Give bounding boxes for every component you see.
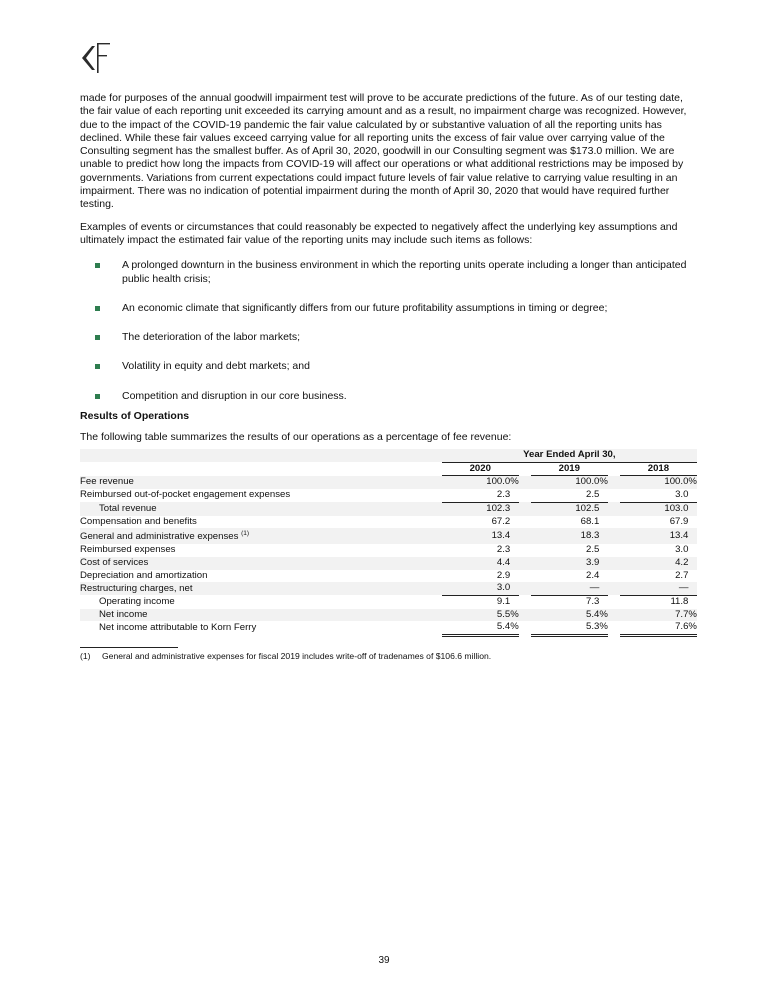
cell-percent-sign: [599, 516, 608, 529]
row-label: [80, 609, 430, 622]
bullet-square-icon: [95, 306, 100, 311]
cell-percent-sign: [510, 595, 519, 608]
cell-percent-sign: %: [510, 621, 519, 635]
cell-value: 67.9: [669, 515, 689, 527]
row-label: [80, 621, 430, 635]
cell-percent-sign: [599, 570, 608, 583]
cell-percent-sign: %: [688, 608, 697, 620]
cell-value: 5.4: [442, 621, 511, 635]
cell-value: 2.3: [496, 544, 511, 556]
cell-percent-sign: %: [510, 608, 519, 620]
cell-percent-sign: [510, 528, 519, 544]
cell-value: 67.2: [491, 515, 511, 527]
footnote-ref: (1): [241, 530, 250, 538]
cell-value: 2.3: [442, 489, 511, 502]
cell-value: —: [531, 582, 600, 595]
list-item: [80, 360, 690, 373]
cell-percent-sign: [599, 502, 608, 515]
table-row: [80, 595, 697, 608]
row-label-text: General and administrative expenses: [80, 531, 239, 543]
bullet-square-icon: [95, 364, 100, 369]
table-row: [80, 544, 697, 557]
table-row: [80, 476, 697, 489]
cell-percent-sign: %: [688, 476, 697, 488]
cell-value: 3.0: [620, 489, 689, 502]
cell-value: 11.8: [670, 595, 689, 607]
row-label: [80, 516, 430, 529]
cell-percent-sign: %: [599, 621, 608, 635]
year-header: 2019: [531, 462, 608, 476]
cell-percent-sign: [688, 502, 697, 515]
list-item: [80, 259, 690, 286]
cell-value: 3.0: [442, 582, 511, 595]
row-label-text: Net income: [99, 608, 148, 620]
cell-percent-sign: [599, 544, 608, 557]
cell-value: 13.4: [442, 528, 511, 544]
cell-value: 2.9: [496, 569, 511, 581]
cell-value: 100.0: [442, 476, 511, 489]
cell-value: 2.5: [531, 489, 600, 502]
cell-percent-sign: %: [510, 476, 519, 488]
cell-value: 9.1: [496, 595, 511, 607]
table-year-row: [80, 462, 697, 476]
footnote-rule: [80, 647, 178, 648]
table-row: [80, 516, 697, 529]
cell-value: 5.5: [442, 609, 511, 622]
bullet-text: Competition and disruption in our core business.: [122, 389, 347, 402]
row-label: [80, 489, 430, 502]
cell-percent-sign: [599, 595, 608, 608]
cell-percent-sign: [510, 582, 519, 595]
cell-value: —: [620, 582, 689, 595]
cell-value: 18.3: [531, 528, 600, 544]
list-item: [80, 331, 690, 344]
cell-percent-sign: [688, 528, 697, 544]
row-label-text: Restructuring charges, net: [80, 582, 193, 594]
year-ended-header: Year Ended April 30,: [442, 449, 697, 462]
cell-value: 102.3: [442, 502, 511, 515]
row-label-text: Cost of services: [80, 556, 149, 568]
cell-value: 5.3: [531, 621, 600, 635]
row-label-text: Depreciation and amortization: [80, 569, 208, 581]
row-label: [80, 582, 430, 595]
cell-value: 4.2: [620, 557, 689, 570]
bullet-text: An economic climate that significantly differs from our future profitability assumptions in timing or degree;: [122, 301, 608, 314]
row-label: [80, 595, 430, 608]
table-row: [80, 502, 697, 515]
cell-percent-sign: [688, 582, 697, 595]
table-row: [80, 582, 697, 595]
cell-percent-sign: %: [599, 608, 608, 620]
cell-percent-sign: [688, 595, 697, 608]
table-row: [80, 621, 697, 635]
cell-percent-sign: [510, 502, 519, 515]
bullet-text: The deterioration of the labor markets;: [122, 331, 301, 344]
cell-value: 2.7: [675, 569, 689, 581]
table-row: [80, 570, 697, 583]
cell-value: 2.4: [585, 569, 600, 581]
cell-percent-sign: %: [599, 476, 608, 488]
cell-value: 13.4: [620, 528, 689, 544]
cell-value: 5.4: [531, 609, 600, 622]
results-of-operations-table: [80, 449, 697, 637]
row-label-text: Reimbursed expenses: [80, 544, 176, 556]
cell-percent-sign: [688, 557, 697, 570]
cell-value: 3.9: [531, 557, 600, 570]
cell-value: 7.3: [585, 595, 600, 607]
cell-percent-sign: [599, 489, 608, 502]
row-label: [80, 570, 430, 583]
cell-percent-sign: [510, 544, 519, 557]
row-label: [80, 544, 430, 557]
cell-value: 100.0: [531, 476, 600, 489]
list-item: [80, 390, 690, 403]
row-label: [80, 476, 430, 489]
cell-value: 7.6: [620, 621, 689, 635]
page-number: 39: [378, 955, 390, 966]
bullet-square-icon: [95, 394, 100, 399]
cell-percent-sign: [510, 516, 519, 529]
bullet-text: A prolonged downturn in the business environment in which the reporting units operate including a longer than anticipated public health crisis;: [122, 259, 687, 285]
row-label: [80, 502, 430, 515]
cell-value: 4.4: [442, 557, 511, 570]
cell-percent-sign: [510, 489, 519, 502]
cell-value: 68.1: [580, 515, 600, 527]
cell-value: 2.5: [585, 544, 600, 556]
footnote-mark: (1): [80, 651, 91, 662]
bullet-text: Volatility in equity and debt markets; and: [122, 360, 310, 373]
cell-percent-sign: [688, 489, 697, 502]
table-row: [80, 557, 697, 570]
cell-percent-sign: [510, 557, 519, 570]
row-label-text: Operating income: [99, 595, 175, 607]
table-row: [80, 609, 697, 622]
table-intro: The following table summarizes the results of our operations as a percentage of fee revenue:: [80, 431, 512, 444]
table-row: [80, 528, 697, 544]
row-label-text: Compensation and benefits: [80, 515, 197, 527]
cell-percent-sign: [599, 582, 608, 595]
cell-percent-sign: [688, 544, 697, 557]
year-header: 2018: [620, 462, 697, 476]
cell-value: 3.0: [675, 544, 689, 556]
list-item: [80, 302, 690, 315]
footnote-text: General and administrative expenses for fiscal 2019 includes write-off of tradenames of $106.6 million.: [102, 651, 492, 662]
bullet-list: [80, 259, 690, 403]
table-row: [80, 489, 697, 502]
row-label: [80, 528, 430, 544]
cell-percent-sign: [599, 557, 608, 570]
row-label-text: Fee revenue: [80, 476, 134, 488]
paragraph-goodwill-impairment: made for purposes of the annual goodwill impairment test will prove to be accurate predictions of the future. As of our testing date, the fair value of each reporting unit exceeded its carrying amount and as a result, no impairment charge was recognized. However, due to the impact of the COVID-19 pandemic the fair value calculated by or substantive valuation of all the reporting units has declined. While these fair values exceed carrying value for all reporting units the excess of fair value over carrying value of the Consulting segment has the smallest buffer. As of April 30, 2020, goodwill in our Consulting segment was $173.0 million. We are unable to predict how long the impacts from COVID-19 will affect our operations or what additional restrictions may be imposed by governments. Variations from current expectations could impact future levels of fair value relative to carrying value resulting in an impairment. There was no indication of potential impairment during the month of April 30, 2020 that would have required further testing.: [80, 92, 687, 211]
cell-value: 103.0: [620, 502, 689, 515]
row-label: [80, 557, 430, 570]
row-label-text: Reimbursed out-of-pocket engagement expenses: [80, 489, 291, 501]
cell-value: 7.7: [620, 609, 689, 622]
cell-value: 100.0: [620, 476, 689, 489]
cell-percent-sign: [688, 570, 697, 583]
cell-percent-sign: [688, 516, 697, 529]
paragraph-examples: Examples of events or circumstances that could reasonably be expected to negatively affect the underlying key assumptions and ultimately impact the estimated fair value of the reporting units may include such items as follows:: [80, 220, 678, 246]
row-label-text: Total revenue: [99, 502, 157, 514]
row-label-text: Net income attributable to Korn Ferry: [99, 622, 257, 634]
page-content: [80, 92, 697, 662]
cell-percent-sign: [599, 528, 608, 544]
cell-percent-sign: %: [688, 621, 697, 635]
year-header: 2020: [442, 462, 519, 476]
section-title: Results of Operations: [80, 410, 190, 423]
bullet-square-icon: [95, 335, 100, 340]
bullet-square-icon: [95, 263, 100, 268]
footnote: [80, 651, 690, 661]
korn-ferry-logo-icon: [80, 38, 120, 78]
cell-percent-sign: [510, 570, 519, 583]
cell-value: 102.5: [531, 502, 600, 515]
table-header-row: [80, 449, 697, 462]
